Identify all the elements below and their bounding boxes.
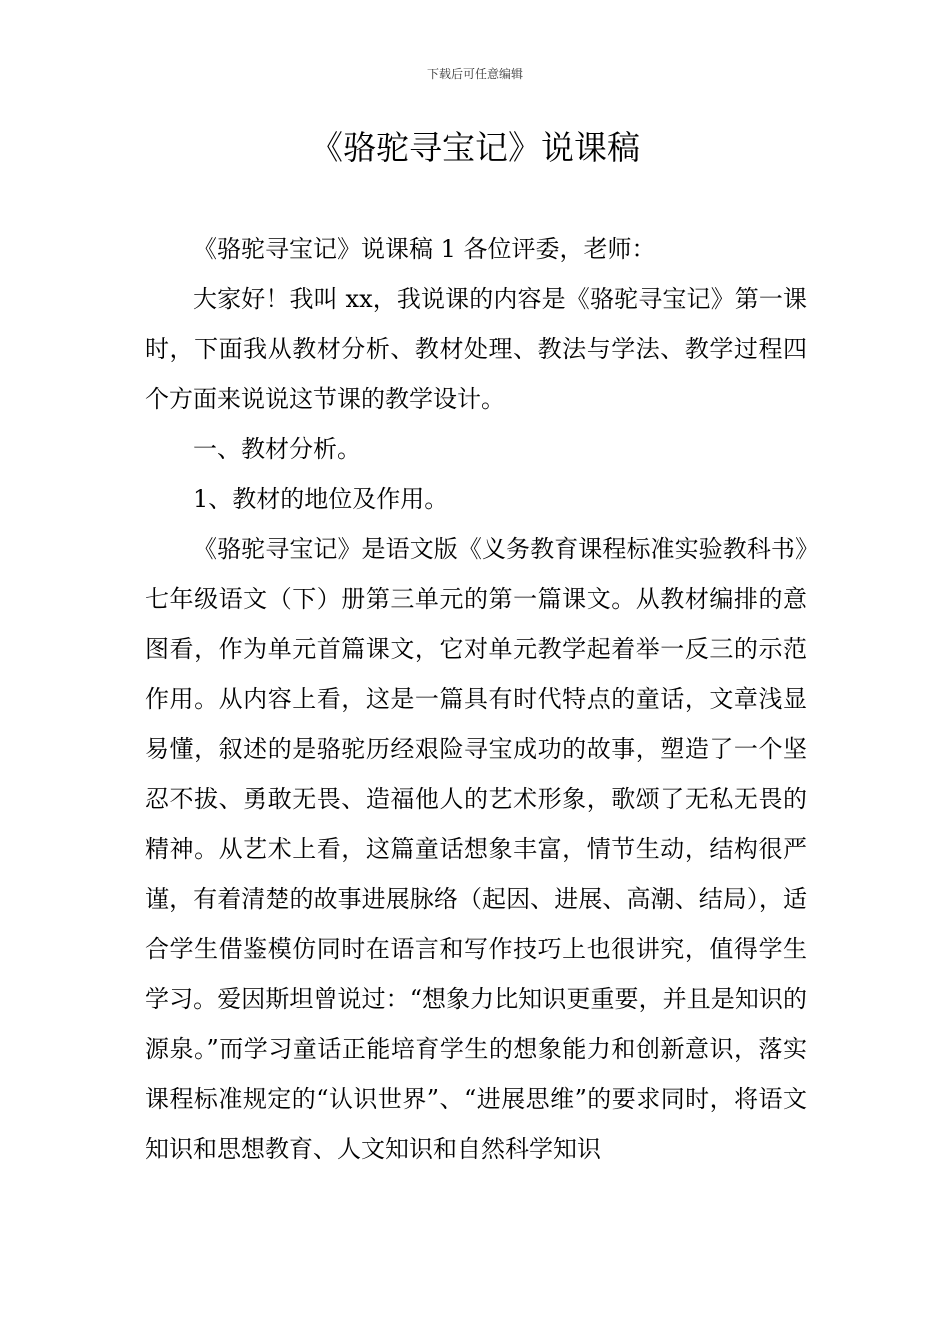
section-heading-textbook-analysis: 一、教材分析。 — [193, 435, 361, 463]
document-title: 《骆驼寻宝记》说课稿 — [310, 128, 640, 167]
paragraph-textbook-description: 《骆驼寻宝记》是语文版《义务教育课程标准实验教科书》七年级语文（下）册第三单元的第一篇课文。从教材编排的意图看，作为单元首篇课文，它对单元教学起着举一反三的示范作用。从内容上看，这是一篇具有时代特点的童话，文章浅显易懂，叙述的是骆驼历经艰险寻宝成功的故事，塑造了一个坚忍不拔、勇敢无畏、造福他人的艺术形象，歌颂了无私无畏的精神。从艺术上看，这篇童话想象丰富，情节生动，结构很严谨，有着清楚的故事进展脉络（起因、进展、高潮、结局），适合学生借鉴模仿同时在语言和写作技巧上也很讲究，值得学生学习。爱因斯坦曾说过：“想象力比知识更重要，并且是知识的源泉。”而学习童话正能培育学生的想象能力和创新意识，落实课程标准规定的“认识世界”、“进展思维”的要求同时，将语文知识和思想教育、人文知识和自然科学知识 — [145, 535, 807, 1163]
paragraph-greeting: 《骆驼寻宝记》说课稿 1 各位评委，老师： — [193, 235, 656, 263]
page-header-note: 下载后可任意编辑 — [426, 67, 523, 81]
subsection-heading-position-and-role: 1、教材的地位及作用。 — [193, 485, 449, 513]
paragraph-introduction: 大家好！我叫 xx，我说课的内容是《骆驼寻宝记》第一课时，下面我从教材分析、教材处理、教法与学法、教学过程四个方面来说说这节课的教学设计。 — [145, 285, 807, 413]
document-body — [145, 224, 807, 1174]
